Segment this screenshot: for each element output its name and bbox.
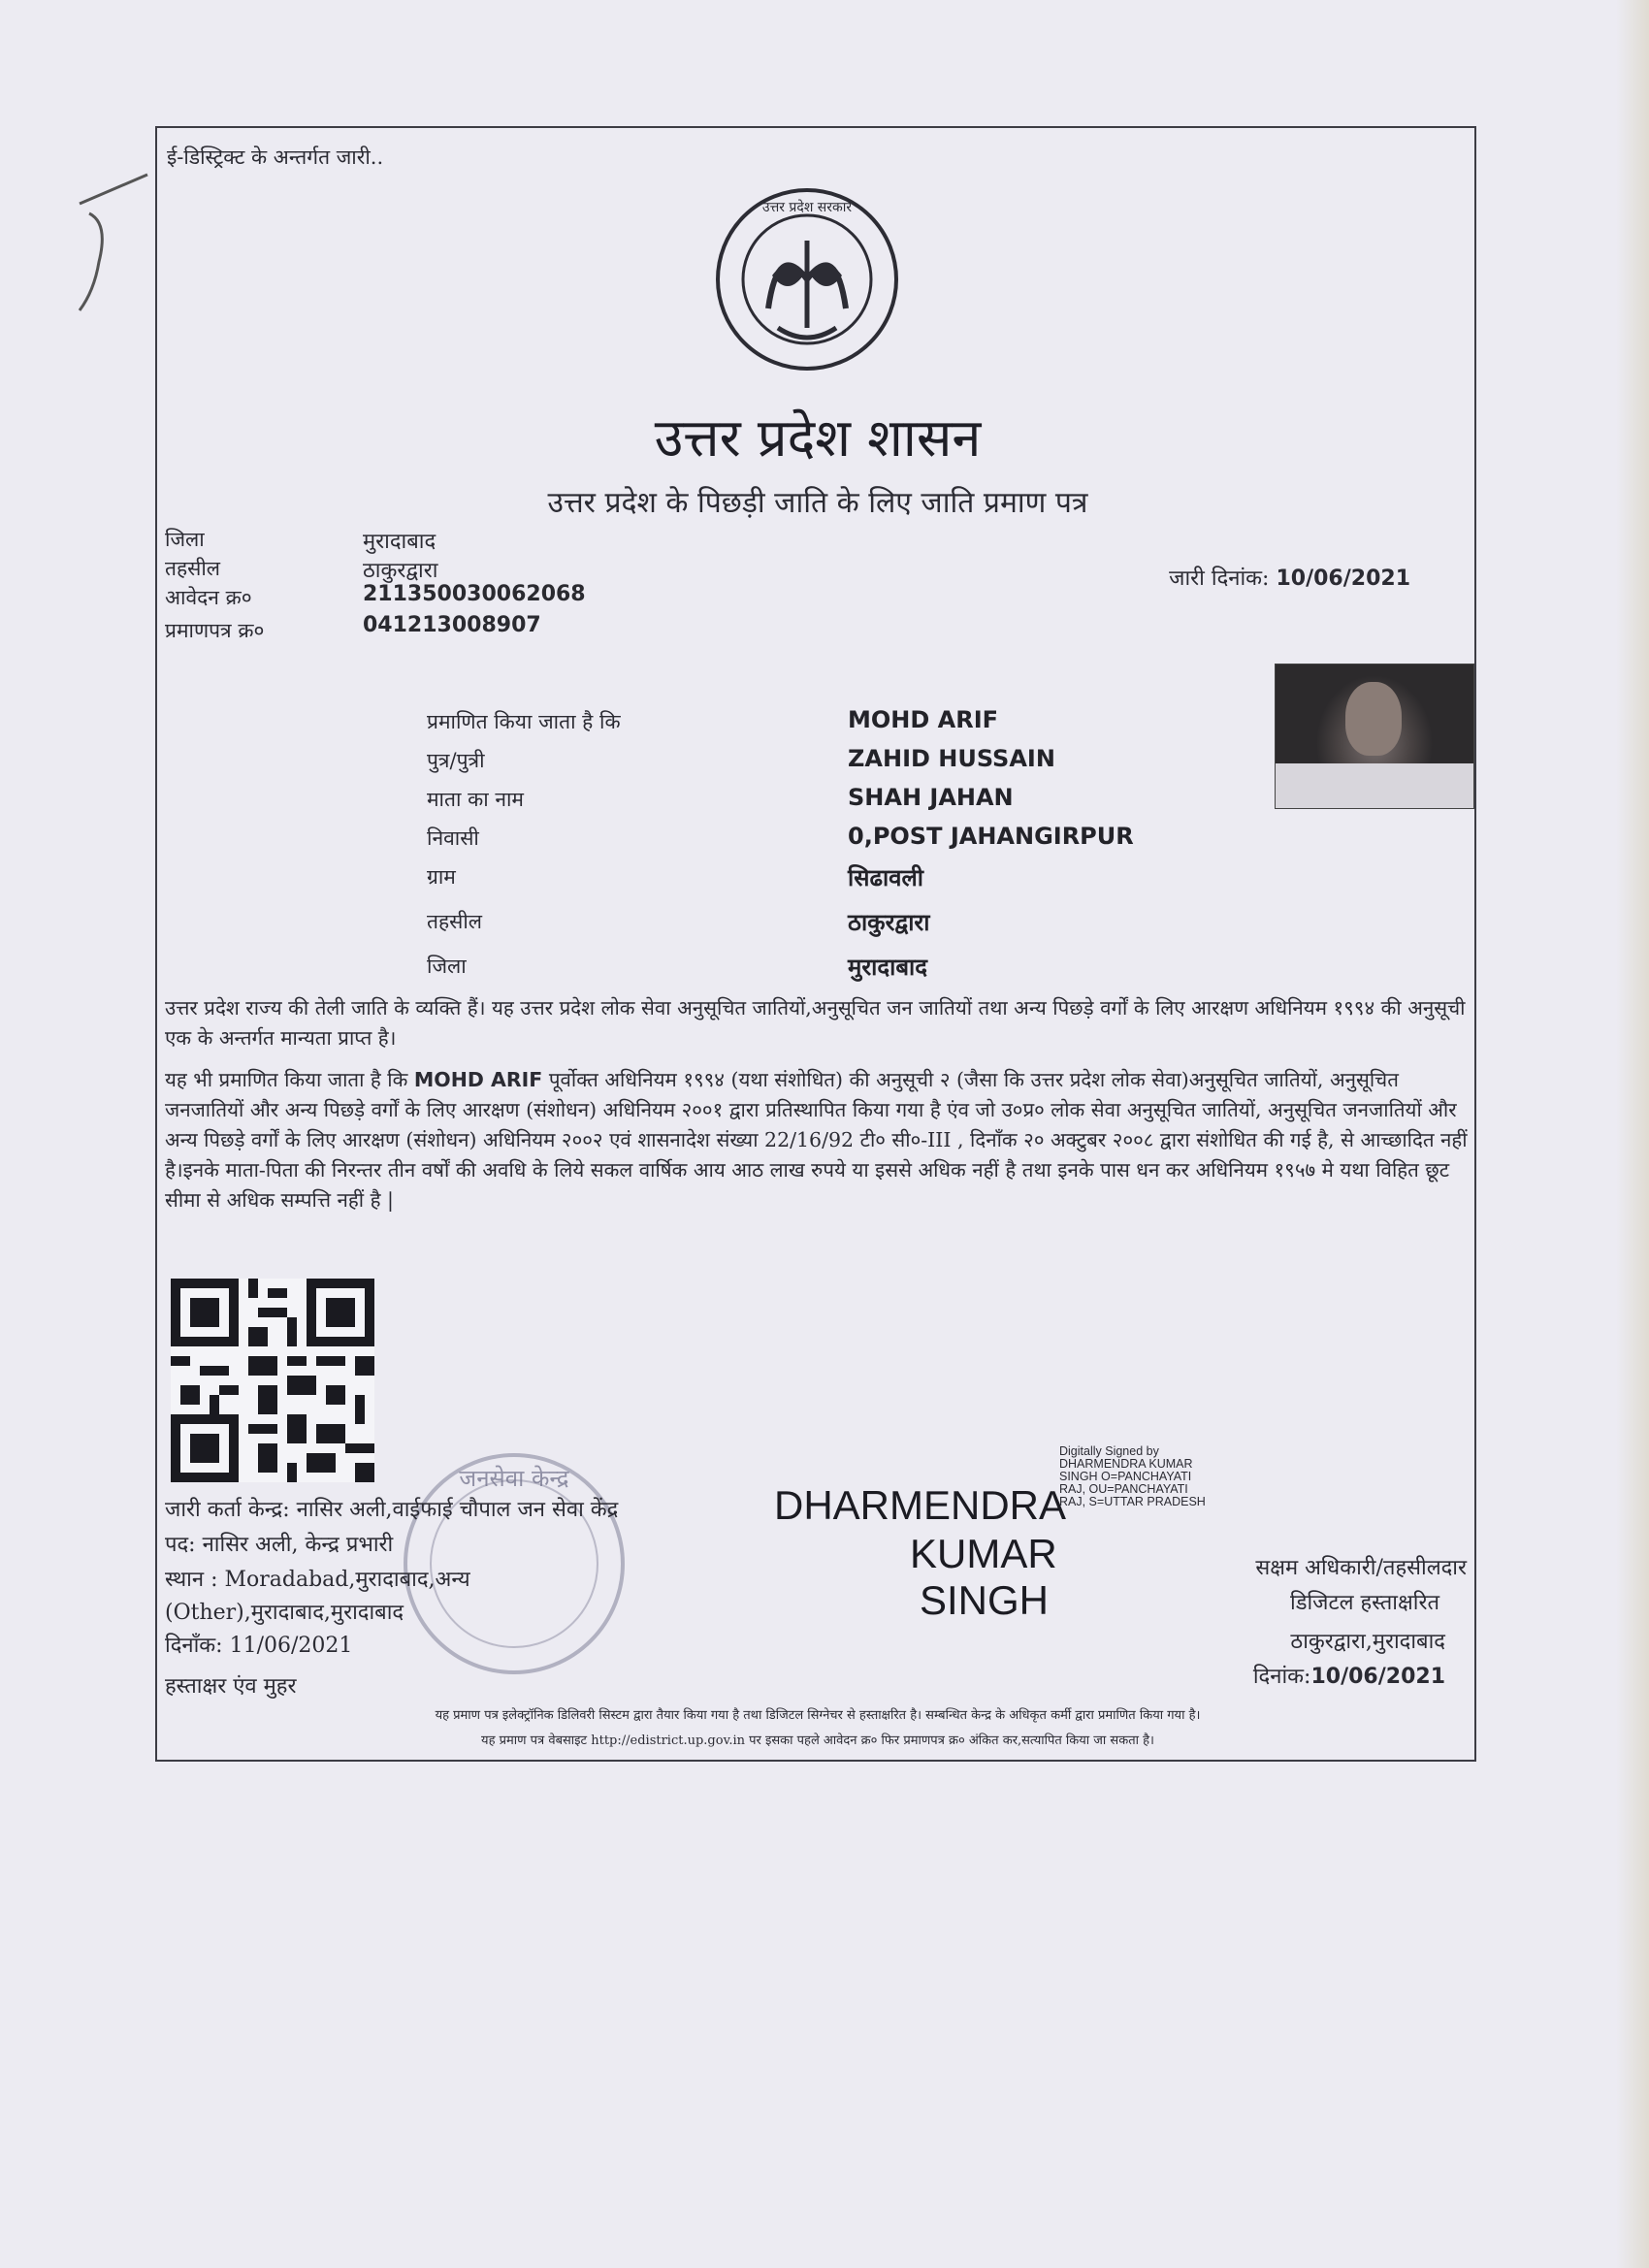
resident-value: 0,POST JAHANGIRPUR [848,823,1134,850]
officer-date-label: दिनांक: [1252,1665,1311,1689]
up-government-emblem-icon [710,182,904,376]
issuer-date: दिनाँक: 11/06/2021 [165,1634,353,1658]
field-district-label: जिला [427,955,467,978]
application-number-label: आवेदन क्र० [165,586,252,609]
header-note: ई-डिस्ट्रिक्ट के अन्तर्गत जारी.. [167,146,384,169]
creamy-layer-paragraph [165,1065,1471,1215]
pen-mark-icon [60,146,167,320]
tehsil-value: ठाकुरद्वारा [363,559,438,583]
mother-name: SHAH JAHAN [848,784,1014,811]
qr-code-icon [171,1279,374,1482]
footnote-line2: यह प्रमाण पत्र वेबसाइट http://edistrict.up.gov.in पर इसका पहले आवेदन क्र० फिर प्रमाणपत्र क्र० अंकित कर,सत्यापित किया जा सकता है। [481,1733,1154,1748]
applicant-photo [1275,664,1474,809]
paragraph2-name: MOHD ARIF [413,1068,543,1091]
paragraph2-rest: पूर्वोक्त अधिनियम १९९४ (यथा संशोधित) की अनुसूची २ (जैसा कि उत्तर प्रदेश लोक सेवा)अनुसूचित जातियों, अनुसूचित जनजातियों और अन्य पिछड़े वर्गों के लिए आरक्षण (संशोधन) अधिनियम २००१ द्वारा प्रतिस्थापित किया गया है एंव जो उ०प्र० लोक सेवा अनुसूचित जातियों, अनुसूचित जनजातियों और अन्य पिछड़े वर्गों के लिए आरक्षण (संशोधन) अधिनियम २००२ एवं शासनादेश संख्या 22/16/92 टी० सी०-III , दिनाँक २० अक्टुबर २००८ द्वारा संशोधित की गई है, से आच्छादित नहीं है।इनके माता-पिता की निरन्तर तीन वर्षों की अवधि के लिये सकल वार्षिक आय आठ लाख रुपये या इससे अधिक नहीं है तथा इनके पास धन कर अधिनियम १९५७ मे यथा विहित छूट सीमा से अधिक सम्पत्ति नहीं है | [165,1068,1468,1212]
district-value: मुरादाबाद [363,530,436,554]
footnote-line1: यह प्रमाण पत्र इलेक्ट्रॉनिक डिलिवरी सिस्टम द्वारा तैयार किया गया है तथा डिजिटल सिग्नेचर से हस्ताक्षरित है। सम्बन्धित केन्द्र के अधिकृत कर्मी द्वारा प्रमाणित किया गया है। [435,1708,1201,1723]
page-title: उत्तर प्रदेश शासन [654,407,982,469]
photo-face [1345,682,1402,756]
officer-date-value: 10/06/2021 [1310,1665,1445,1689]
issuer-signature: हस्ताक्षर एंव मुहर [165,1674,297,1699]
caste-paragraph: उत्तर प्रदेश राज्य की तेली जाति के व्यक्ति हैं। यह उत्तर प्रदेश लोक सेवा अनुसूचित जातियों,अनुसूचित जन जातियों तथा अन्य पिछड़े वर्गों के लिए आरक्षण अधिनियम १९९४ की अनुसूची एक के अन्तर्गत मान्यता प्राप्त है। [165,996,1466,1050]
issuer-place-line2: (Other),मुरादाबाद,मुरादाबाद [165,1601,404,1625]
certificate-number-label: प्रमाणपत्र क्र० [165,619,265,642]
tehsil-label: तहसील [165,557,220,580]
issuer-post: पद: नासिर अली, केन्द्र प्रभारी [165,1533,394,1557]
paragraph2-prefix: यह भी प्रमाणित किया जाता है कि [165,1068,408,1091]
signer-name-line1: DHARMENDRA [774,1482,1067,1528]
certificate-number-value: 041213008907 [363,613,541,637]
issue-date [1169,563,1410,592]
issue-date-label: जारी दिनांक: [1169,567,1270,591]
applicant-name: MOHD ARIF [848,706,999,733]
issuer-centre: जारी कर्ता केन्द्र: नासिर अली,वाईफाई चौपाल जन सेवा केंद्र [165,1498,619,1522]
issuer-place-line1: स्थान : Moradabad,मुरादाबाद,अन्य [165,1568,470,1592]
photo-shirt [1276,763,1473,808]
field-tehsil-label: तहसील [427,910,482,933]
mother-label: माता का नाम [427,788,524,811]
district-label: जिला [165,528,205,551]
village-label: ग्राम [427,865,456,889]
officer-place: ठाकुरद्वारा,मुरादाबाद [1290,1630,1445,1654]
certified-label: प्रमाणित किया जाता है कि [427,710,621,733]
officer-date [1253,1661,1445,1690]
signer-name-line3: SINGH [920,1577,1050,1623]
page-subtitle: उत्तर प्रदेश के पिछड़ी जाति के लिए जाति प्रमाण पत्र [547,486,1088,520]
field-district-value: मुरादाबाद [848,954,928,981]
application-number-value: 211350030062068 [363,582,586,606]
officer-signed: डिजिटल हस्ताक्षरित [1290,1591,1439,1615]
emblem-text: उत्तर प्रदेश सरकार [761,200,853,215]
paper-edge [1616,0,1649,2268]
child-of-label: पुत्र/पुत्री [427,749,485,772]
digital-signature-meta: Digitally Signed by DHARMENDRA KUMAR SINGH O=PANCHAYATI RAJ, OU=PANCHAYATI RAJ, S=UTTAR PRADESH [1059,1444,1206,1508]
father-name: ZAHID HUSSAIN [848,745,1055,772]
certificate [155,126,1476,1762]
signer-name-line2: KUMAR [910,1531,1057,1576]
resident-label: निवासी [427,826,479,850]
field-tehsil-value: ठाकुरद्वारा [848,909,930,936]
issue-date-value: 10/06/2021 [1276,567,1410,591]
village-value: सिढावली [848,864,923,891]
stamp-text: जनसेवा केन्द्र [459,1465,569,1492]
officer-title: सक्षम अधिकारी/तहसीलदार [1255,1556,1467,1580]
